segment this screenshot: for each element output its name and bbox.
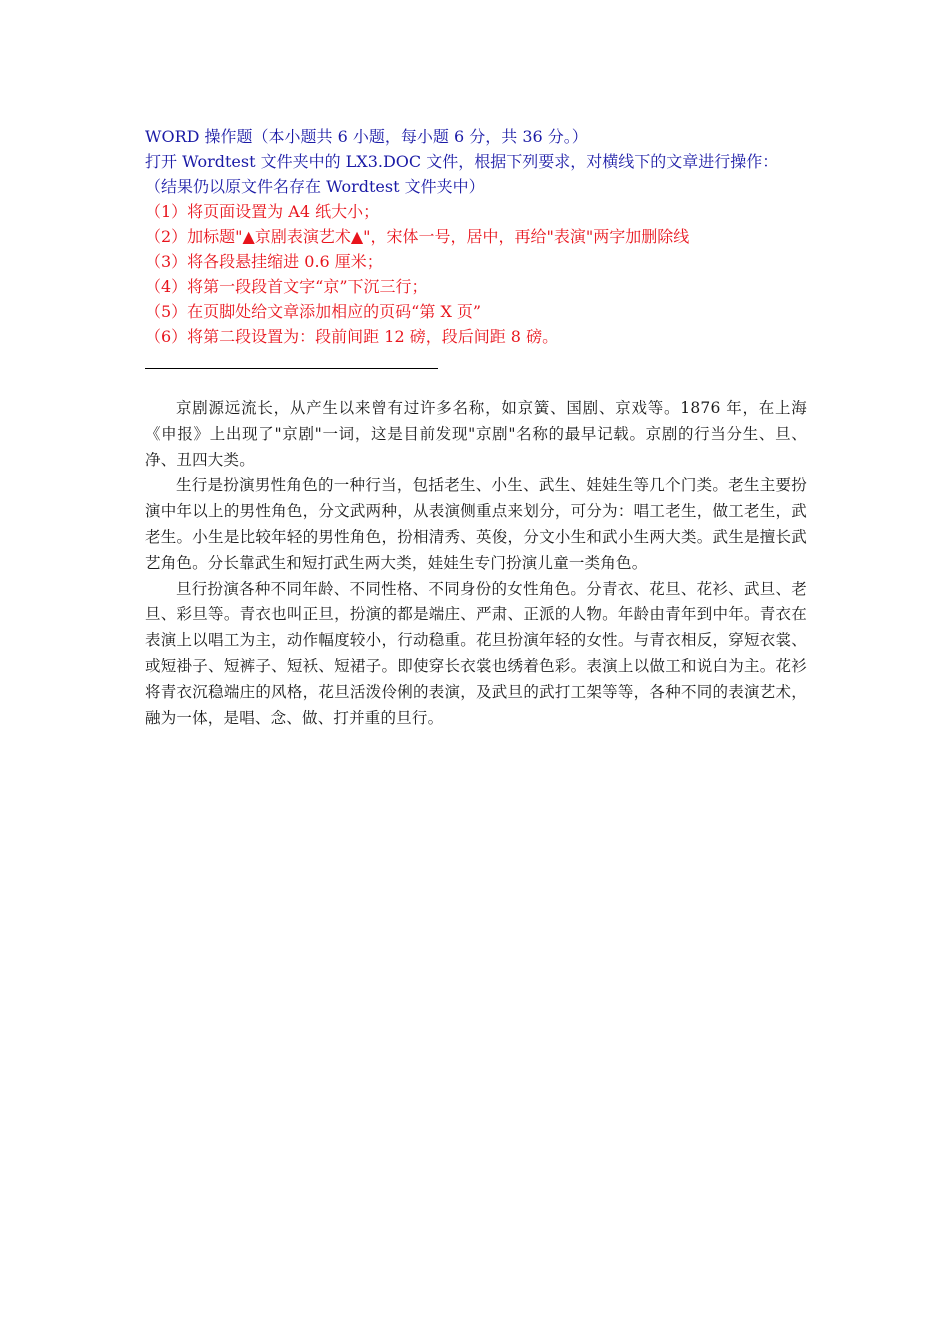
exam-instructions bbox=[145, 124, 825, 349]
requirement-4: （4）将第一段段首文字“京”下沉三行； bbox=[145, 277, 428, 296]
requirement-6: （6）将第二段设置为：段前间距 12 磅，段后间距 8 磅。 bbox=[145, 327, 559, 346]
article-body bbox=[145, 396, 807, 731]
requirement-1: （1）将页面设置为 A4 纸大小； bbox=[145, 202, 380, 221]
requirement-3: （3）将各段悬挂缩进 0.6 厘米； bbox=[145, 252, 383, 271]
question-title: WORD 操作题（本小题共 6 小题，每小题 6 分，共 36 分。） bbox=[145, 127, 588, 146]
requirement-5: （5）在页脚处给文章添加相应的页码“第 X 页” bbox=[145, 302, 482, 321]
separator-line bbox=[145, 368, 438, 369]
article-paragraph-1: 京剧源远流长，从产生以来曾有过许多名称，如京簧、国剧、京戏等。1876 年，在上海《申报》上出现了"京剧"一词，这是目前发现"京剧"名称的最早记载。京剧的行当分生、旦、净、丑四大类。 bbox=[145, 399, 807, 469]
requirement-2: （2）加标题"▲京剧表演艺术▲"，宋体一号，居中，再给"表演"两字加删除线 bbox=[145, 227, 690, 246]
question-intro: 打开 Wordtest 文件夹中的 LX3.DOC 文件，根据下列要求，对横线下的文章进行操作： bbox=[145, 152, 779, 171]
article-paragraph-2: 生行是扮演男性角色的一种行当，包括老生、小生、武生、娃娃生等几个门类。老生主要扮演中年以上的男性角色，分文武两种，从表演侧重点来划分，可分为：唱工老生，做工老生，武老生。小生是比较年轻的男性角色，扮相清秀、英俊，分文小生和武小生两大类。武生是擅长武艺角色。分长靠武生和短打武生两大类，娃娃生专门扮演儿童一类角色。 bbox=[145, 476, 807, 572]
article-paragraph-3: 旦行扮演各种不同年龄、不同性格、不同身份的女性角色。分青衣、花旦、花衫、武旦、老旦、彩旦等。青衣也叫正旦，扮演的都是端庄、严肃、正派的人物。年龄由青年到中年。青衣在表演上以唱工为主，动作幅度较小，行动稳重。花旦扮演年轻的女性。与青衣相反，穿短衣裳、或短褂子、短裤子、短袄、短裙子。即使穿长衣裳也绣着色彩。表演上以做工和说白为主。花衫将青衣沉稳端庄的风格，花旦活泼伶俐的表演，及武旦的武打工架等等，各种不同的表演艺术，融为一体，是唱、念、做、打并重的旦行。 bbox=[145, 579, 807, 727]
question-note: （结果仍以原文件名存在 Wordtest 文件夹中） bbox=[145, 177, 485, 196]
